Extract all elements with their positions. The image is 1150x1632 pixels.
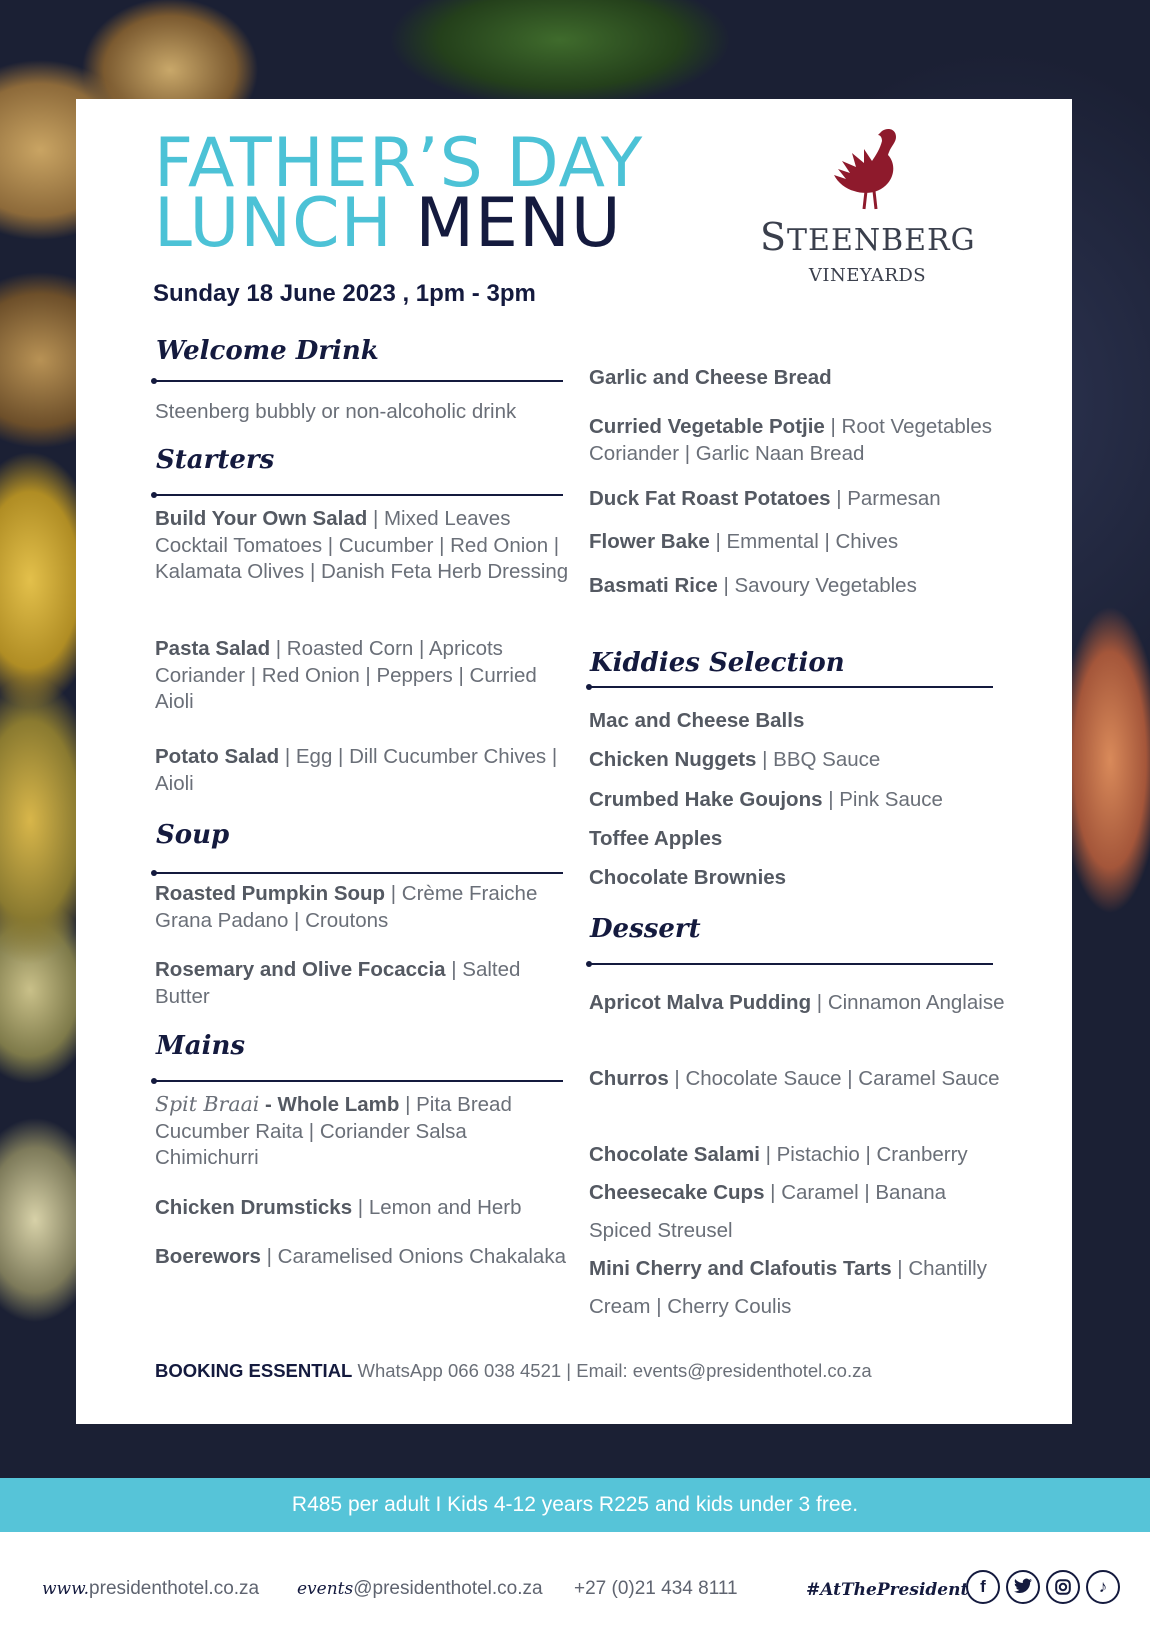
heading-welcome-drink: Welcome Drink — [156, 336, 379, 366]
dessert-item-salami: Chocolate Salami | Pistachio | Cranberry — [589, 1143, 968, 1166]
booking-contact: WhatsApp 066 038 4521 | Email: events@presidenthotel.co.za — [352, 1360, 872, 1381]
sides-item-potatoes: Duck Fat Roast Potatoes | Parmesan — [589, 487, 941, 510]
dessert-item-churros: Churros | Chocolate Sauce | Caramel Sauce — [589, 1067, 1000, 1090]
price-banner: R485 per adult I Kids 4-12 years R225 and kids under 3 free. — [0, 1478, 1150, 1532]
heading-soup: Soup — [156, 820, 230, 850]
sides-item-potjie: Curried Vegetable Potjie | Root Vegetables Coriander | Garlic Naan Bread — [589, 415, 992, 465]
sides-item-basmati: Basmati Rice | Savoury Vegetables — [589, 574, 917, 597]
footer-email[interactable]: events@presidenthotel.co.za — [297, 1578, 543, 1599]
kiddies-item-goujons: Crumbed Hake Goujons | Pink Sauce — [589, 788, 943, 811]
kiddies-item-nuggets: Chicken Nuggets | BBQ Sauce — [589, 748, 881, 771]
mains-item-boerewors: Boerewors | Caramelised Onions Chakalaka — [155, 1245, 566, 1268]
soup-item-pumpkin: Roasted Pumpkin Soup | Crème Fraiche Grana Padano | Croutons — [155, 882, 538, 932]
rule-welcome — [153, 380, 563, 382]
dessert-item-tarts: Mini Cherry and Clafoutis Tarts | Chantilly Cream | Cherry Coulis — [589, 1257, 987, 1318]
footer-phone[interactable]: +27 (0)21 434 8111 — [574, 1578, 738, 1599]
heading-kiddies: Kiddies Selection — [590, 648, 845, 678]
heading-starters: Starters — [156, 445, 275, 475]
logo-subtitle: VINEYARDS — [808, 265, 927, 286]
title-lunch: LUNCH — [154, 184, 416, 263]
sides-item-flower-bake: Flower Bake | Emmental | Chives — [589, 530, 899, 553]
kiddies-item-toffee-apples: Toffee Apples — [589, 827, 723, 850]
mains-item-drumsticks: Chicken Drumsticks | Lemon and Herb — [155, 1196, 522, 1219]
dessert-item-malva: Apricot Malva Pudding | Cinnamon Anglaise — [589, 991, 1005, 1014]
menu-title — [154, 124, 644, 263]
soup-item-focaccia: Rosemary and Olive Focaccia | Salted Butter — [155, 958, 521, 1008]
rule-mains — [153, 1080, 563, 1082]
heading-dessert: Dessert — [590, 914, 701, 944]
tiktok-icon[interactable]: ♪ — [1086, 1570, 1120, 1604]
logo-name: STEENBERG — [760, 215, 976, 259]
swan-icon — [830, 125, 910, 215]
heading-mains: Mains — [156, 1031, 246, 1061]
kiddies-item-mac: Mac and Cheese Balls — [589, 709, 805, 732]
booking-label: BOOKING ESSENTIAL — [155, 1360, 353, 1381]
footer-hashtag: #AtThePresident — [806, 1580, 969, 1600]
event-date: Sunday 18 June 2023 , 1pm - 3pm — [153, 280, 536, 307]
title-line-2 — [154, 184, 643, 263]
footer-website[interactable]: www.presidenthotel.co.za — [42, 1578, 260, 1599]
rule-dessert — [588, 963, 993, 965]
title-line-1: FATHER’S DAY — [154, 124, 644, 203]
kiddies-item-brownies: Chocolate Brownies — [589, 866, 787, 889]
welcome-item: Steenberg bubbly or non-alcoholic drink — [155, 400, 517, 423]
rule-kiddies — [588, 686, 993, 688]
steenberg-logo — [760, 125, 975, 295]
sides-item-garlic-bread: Garlic and Cheese Bread — [589, 366, 832, 389]
instagram-icon[interactable] — [1046, 1570, 1080, 1604]
mains-item-spit-braai: Spit Braai - Whole Lamb | Pita Bread Cucumber Raita | Coriander Salsa Chimichurri — [155, 1092, 512, 1169]
starter-item-potato: Potato Salad | Egg | Dill Cucumber Chives | Aioli — [155, 745, 558, 795]
rule-soup — [153, 872, 563, 874]
starter-item-salad: Build Your Own Salad | Mixed Leaves Cocktail Tomatoes | Cucumber | Red Onion | Kalamata Olives | Danish Feta Herb Dressing — [155, 507, 569, 583]
dessert-item-cheesecake: Cheesecake Cups | Caramel | Banana Spiced Streusel — [589, 1181, 947, 1242]
twitter-icon[interactable] — [1006, 1570, 1040, 1604]
rule-starters — [153, 494, 563, 496]
footer — [0, 1532, 1150, 1632]
title-menu: MENU — [415, 184, 622, 263]
starter-item-pasta: Pasta Salad | Roasted Corn | Apricots Coriander | Red Onion | Peppers | Curried Aioli — [155, 637, 537, 713]
booking-info — [155, 1360, 872, 1382]
facebook-icon[interactable]: f — [966, 1570, 1000, 1604]
